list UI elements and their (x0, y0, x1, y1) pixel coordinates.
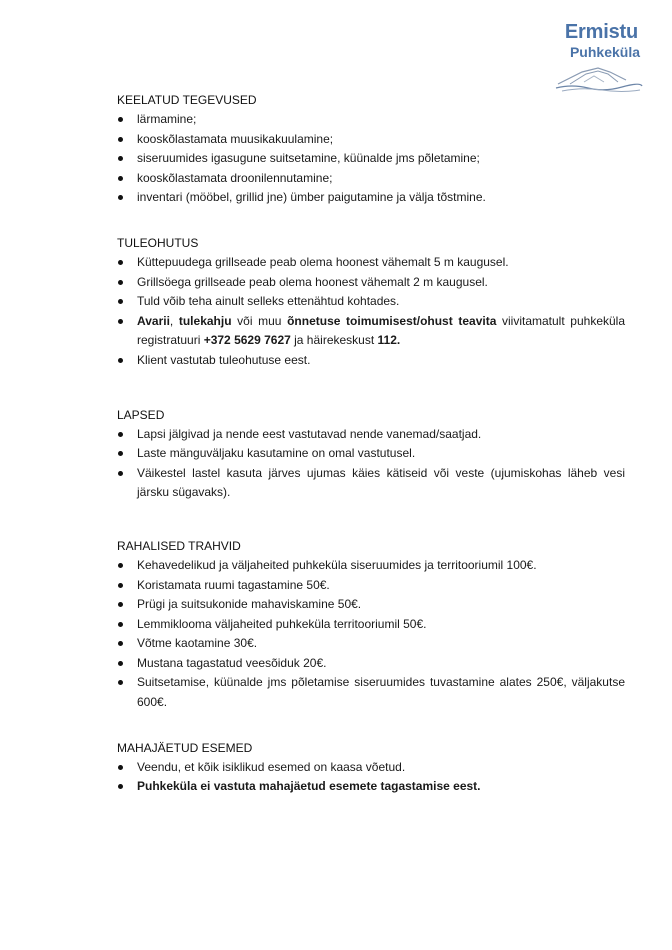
list-item: kooskõlastamata muusikakuulamine; (117, 130, 625, 150)
bullet-list (117, 253, 625, 371)
section-tuleohutus (117, 233, 625, 371)
section-title: LAPSED (117, 407, 165, 422)
emphasis-text: Puhkeküla (137, 779, 198, 794)
list-item: Koristamata ruumi tagastamine 50€. (117, 576, 625, 596)
list-item: Grillsöega grillseade peab olema hoonest vähemalt 2 m kaugusel. (117, 273, 625, 293)
inline-text: või muu (231, 313, 288, 328)
list-item: Tuld võib teha ainult selleks ettenähtud kohtades. (117, 292, 625, 312)
list-item: Küttepuudega grillseade peab olema hoonest vähemalt 5 m kaugusel. (117, 253, 625, 273)
list-item-emergency (117, 312, 625, 351)
list-item: Klient vastutab tuleohutuse eest. (117, 351, 625, 371)
emphasis-text: Avarii (137, 313, 170, 328)
logo-subtitle: Puhkeküla (569, 44, 640, 60)
list-item: Väikestel lastel kasuta järves ujumas käies kätiseid või veste (ujumiskohas läheb vesi järsku sügavaks). (117, 464, 625, 503)
bullet-list (117, 425, 625, 503)
section-title: KEELATUD TEGEVUSED (117, 93, 257, 107)
inline-text: , (169, 313, 179, 328)
logo-title: Ermistu (564, 21, 638, 43)
section-title: TULEOHUTUS (117, 235, 199, 250)
list-item-notice (117, 777, 625, 797)
emphasis-text: õnnetuse toimumisest/ohust teavita (287, 313, 497, 328)
list-item: Võtme kaotamine 30€. (117, 634, 625, 654)
list-item: Veendu, et kõik isiklikud esemed on kaasa võetud. (117, 758, 625, 778)
inline-text: ja häirekeskust (290, 333, 378, 348)
list-item: Mustana tagastatud veesõiduk 20€. (117, 654, 625, 674)
list-item: Suitsetamise, küünalde jms põletamise siseruumides tuvastamine alates 250€, väljakutse 600€. (117, 673, 625, 712)
list-item: inventari (mööbel, grillid jne) ümber paigutamine ja välja tõstmine. (117, 188, 625, 208)
logo-wave-icon (552, 62, 644, 92)
section-lapsed (117, 405, 625, 503)
list-item: Kehavedelikud ja väljaheited puhkeküla siseruumides ja territooriumil 100€. (117, 556, 625, 576)
ermistu-logo (552, 22, 644, 94)
inline-text: ei vastuta mahajäetud esemete tagastamise eest. (197, 779, 481, 794)
section-rahalised-trahvid (117, 536, 625, 713)
bullet-list (117, 110, 625, 208)
list-item: Lapsi jälgivad ja nende eest vastutavad nende vanemad/saatjad. (117, 425, 625, 445)
list-item: Prügi ja suitsukonide mahaviskamine 50€. (117, 595, 625, 615)
list-item: Lemmiklooma väljaheited puhkeküla territooriumil 50€. (117, 615, 625, 635)
section-title: MAHAJÄETUD ESEMED (117, 740, 253, 755)
list-item: lärmamine; (117, 110, 625, 130)
list-item: Laste mänguväljaku kasutamine on omal vastutusel. (117, 444, 625, 464)
section-keelatud-tegevused (117, 90, 625, 208)
list-item: kooskõlastamata droonilennutamine; (117, 169, 625, 189)
reception-phone: +372 5629 7627 (203, 333, 291, 348)
bullet-list (117, 556, 625, 713)
inline-text: viivitamatult puhkeküla registratuuri (137, 313, 626, 348)
emphasis-text: tulekahju (178, 313, 232, 328)
list-item: siseruumides igasugune suitsetamine, küünalde jms põletamine; (117, 149, 625, 169)
bullet-list (117, 758, 625, 797)
emergency-number: 112. (377, 333, 401, 348)
document-body (117, 90, 625, 797)
section-mahajaetud-esemed (117, 738, 625, 797)
section-title: RAHALISED TRAHVID (117, 538, 241, 553)
